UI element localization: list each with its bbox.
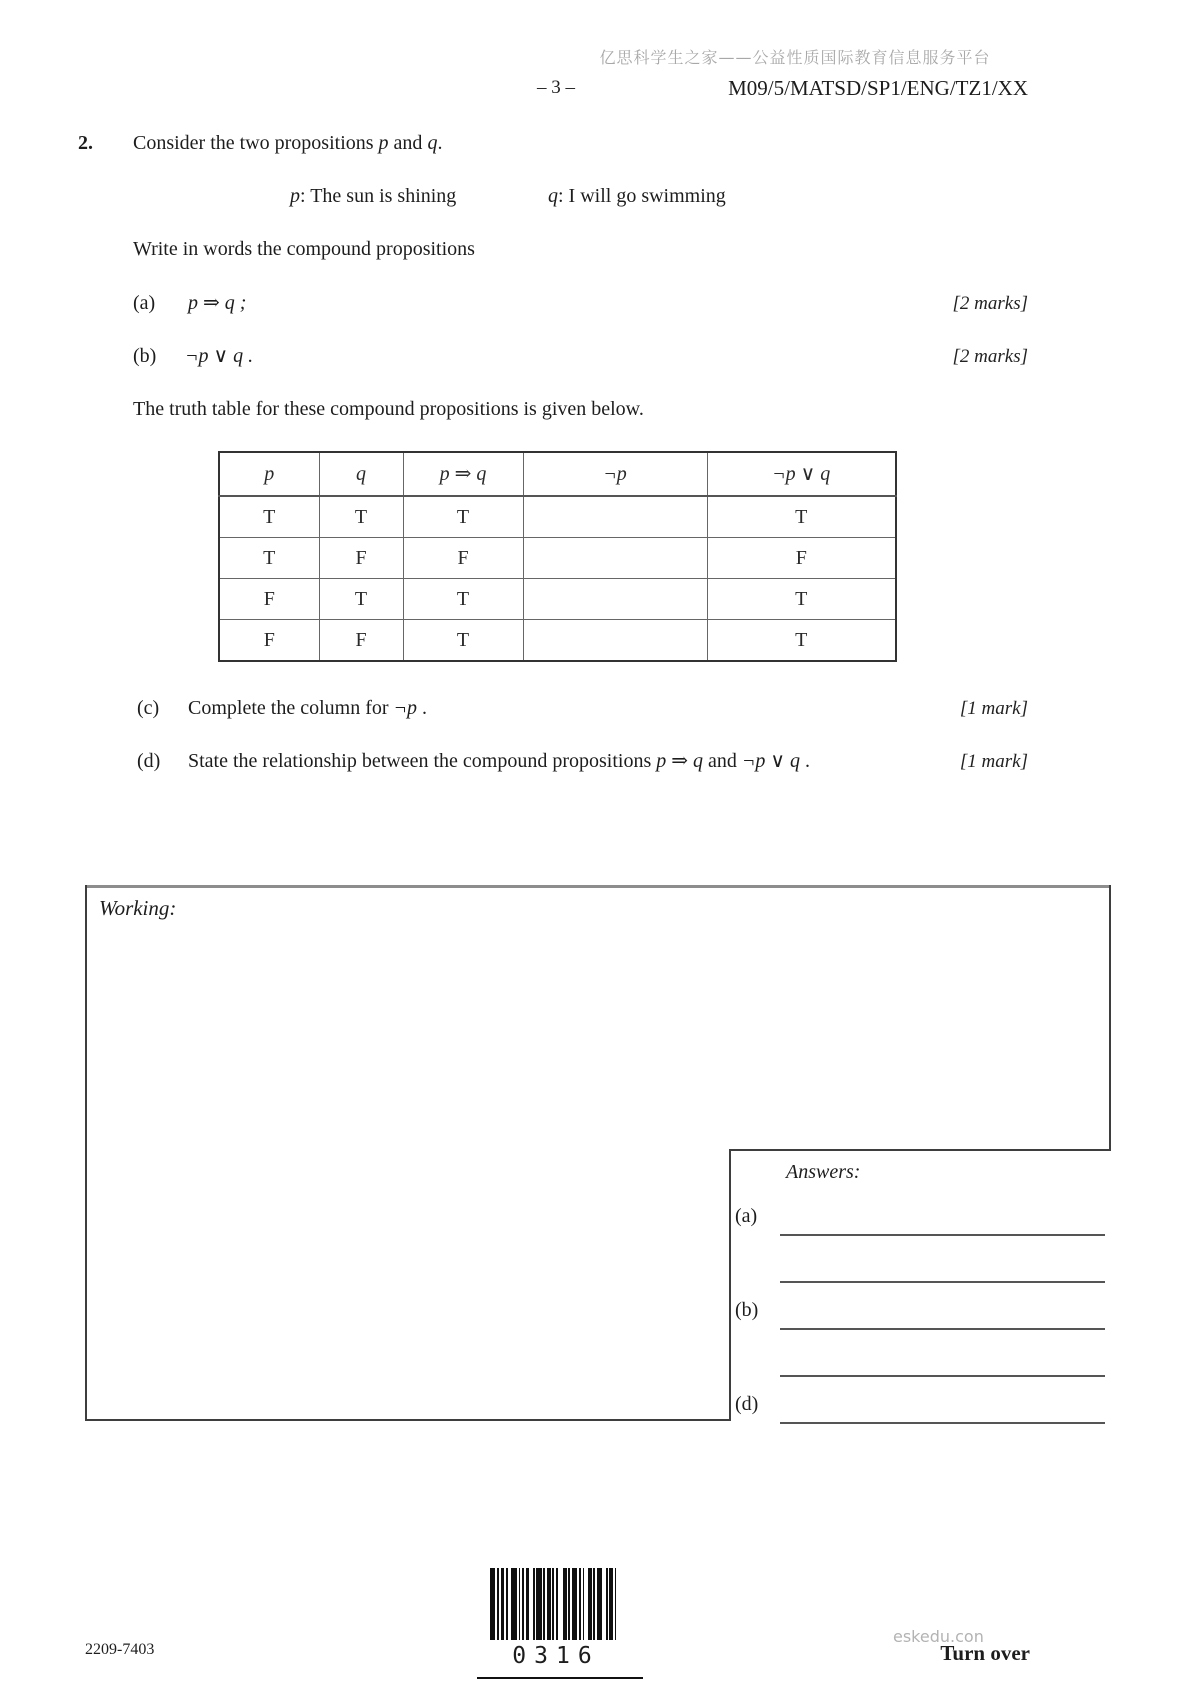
part-d-suffix: . bbox=[800, 750, 811, 772]
part-d-expression-2: ¬p ∨ q bbox=[741, 750, 801, 772]
truth-table-cell bbox=[523, 496, 707, 538]
part-d-expression-1: p ⇒ q bbox=[656, 750, 704, 772]
part-a-marks: [2 marks] bbox=[952, 293, 1028, 314]
question-intro-suffix: . bbox=[437, 132, 443, 154]
prop-p-var: p bbox=[290, 185, 300, 207]
paper-code: M09/5/MATSD/SP1/ENG/TZ1/XX bbox=[728, 76, 1028, 100]
truth-table-body bbox=[219, 496, 896, 661]
truth-table-header-cell: p ⇒ q bbox=[403, 452, 523, 496]
truth-table-header-row bbox=[219, 452, 896, 496]
var-p: p bbox=[378, 132, 389, 154]
truth-table-header-cell: q bbox=[319, 452, 403, 496]
truth-table-cell bbox=[523, 538, 707, 579]
truth-table-cell bbox=[523, 579, 707, 620]
truth-table-cell: F bbox=[403, 538, 523, 579]
truth-table-cell: T bbox=[707, 579, 896, 620]
part-c-text-main: Complete the column for bbox=[188, 697, 394, 719]
part-c-text bbox=[188, 696, 427, 721]
truth-table-row bbox=[219, 579, 896, 620]
footer-doc-number: 2209-7403 bbox=[85, 1641, 155, 1658]
truth-table-row bbox=[219, 620, 896, 662]
part-d-marks: [1 mark] bbox=[959, 751, 1028, 772]
part-c-marks: [1 mark] bbox=[959, 698, 1028, 719]
working-box-top-edge bbox=[85, 885, 1111, 888]
barcode-baseline bbox=[477, 1677, 643, 1679]
truth-table-header-cell: ¬p ∨ q bbox=[707, 452, 896, 496]
barcode-gap bbox=[616, 1568, 621, 1640]
truth-table-row bbox=[219, 496, 896, 538]
prop-q-var: q bbox=[548, 185, 558, 207]
truth-table-cell: T bbox=[403, 496, 523, 538]
part-d-mid: and bbox=[703, 750, 742, 772]
prop-q-text: : I will go swimming bbox=[558, 185, 726, 207]
working-box-left-edge bbox=[85, 885, 87, 1421]
part-c-label: (c) bbox=[137, 697, 160, 719]
working-box-bottom-edge bbox=[85, 1419, 731, 1421]
answer-label: (d) bbox=[735, 1393, 759, 1415]
part-c-expression: ¬p bbox=[393, 697, 418, 719]
truth-table-cell: T bbox=[319, 579, 403, 620]
footer-watermark: eskedu.con bbox=[893, 1627, 984, 1646]
barcode-text: 0316 bbox=[512, 1643, 600, 1669]
truth-table-cell: F bbox=[219, 620, 319, 662]
turn-over-label: Turn over bbox=[940, 1641, 1030, 1665]
truth-table-cell: F bbox=[707, 538, 896, 579]
truth-table-cell bbox=[523, 620, 707, 662]
question-intro-prefix: Consider the two propositions bbox=[133, 132, 379, 154]
truth-table-cell: T bbox=[707, 620, 896, 662]
proposition-p bbox=[290, 184, 456, 209]
answer-line bbox=[780, 1281, 1105, 1283]
prop-p-text: : The sun is shining bbox=[300, 185, 457, 207]
var-q: q bbox=[427, 132, 438, 154]
truth-table-cell: T bbox=[707, 496, 896, 538]
truth-table-header-cell: p bbox=[219, 452, 319, 496]
part-c-suffix: . bbox=[417, 697, 428, 719]
part-a-label: (a) bbox=[133, 292, 156, 314]
truth-table-header-cell: ¬p bbox=[523, 452, 707, 496]
truth-table-cell: F bbox=[219, 579, 319, 620]
truth-table-cell: F bbox=[319, 538, 403, 579]
question-number: 2. bbox=[78, 132, 93, 154]
answer-label: (b) bbox=[735, 1299, 759, 1321]
barcode bbox=[490, 1568, 622, 1640]
truth-table-cell: T bbox=[403, 579, 523, 620]
part-a-expression: p ⇒ q ; bbox=[188, 292, 247, 314]
part-b-marks: [2 marks] bbox=[952, 346, 1028, 367]
part-b-label: (b) bbox=[133, 345, 157, 367]
part-b-expression: ¬p ∨ q . bbox=[185, 345, 254, 367]
page-number: – 3 – bbox=[537, 77, 575, 98]
truth-table-cell: T bbox=[219, 538, 319, 579]
answers-rows bbox=[729, 1149, 1111, 1427]
truth-table-cell: F bbox=[319, 620, 403, 662]
part-d-text-main: State the relationship between the compound propositions bbox=[188, 750, 657, 772]
header-cn-watermark: 亿思科学生之家——公益性质国际教育信息服务平台 bbox=[599, 48, 991, 67]
part-d-label: (d) bbox=[137, 750, 161, 772]
answer-label: (a) bbox=[735, 1205, 758, 1227]
answer-line bbox=[780, 1422, 1105, 1424]
answer-line bbox=[780, 1328, 1105, 1330]
proposition-q bbox=[548, 184, 726, 209]
truth-table-cell: T bbox=[403, 620, 523, 662]
answers-label: Answers: bbox=[786, 1161, 861, 1183]
truth-table bbox=[218, 451, 897, 662]
question-intro bbox=[133, 131, 442, 156]
truth-table-cell: T bbox=[219, 496, 319, 538]
answer-line bbox=[780, 1234, 1105, 1236]
working-box-right-edge bbox=[1109, 885, 1111, 1151]
truth-table-intro: The truth table for these compound propositions is given below. bbox=[133, 398, 644, 420]
truth-table-cell: T bbox=[319, 496, 403, 538]
part-d-text bbox=[188, 749, 810, 774]
instruction-text: Write in words the compound propositions bbox=[133, 238, 475, 260]
answer-line bbox=[780, 1375, 1105, 1377]
truth-table-row bbox=[219, 538, 896, 579]
question-intro-mid: and bbox=[388, 132, 428, 154]
working-label: Working: bbox=[99, 896, 177, 920]
